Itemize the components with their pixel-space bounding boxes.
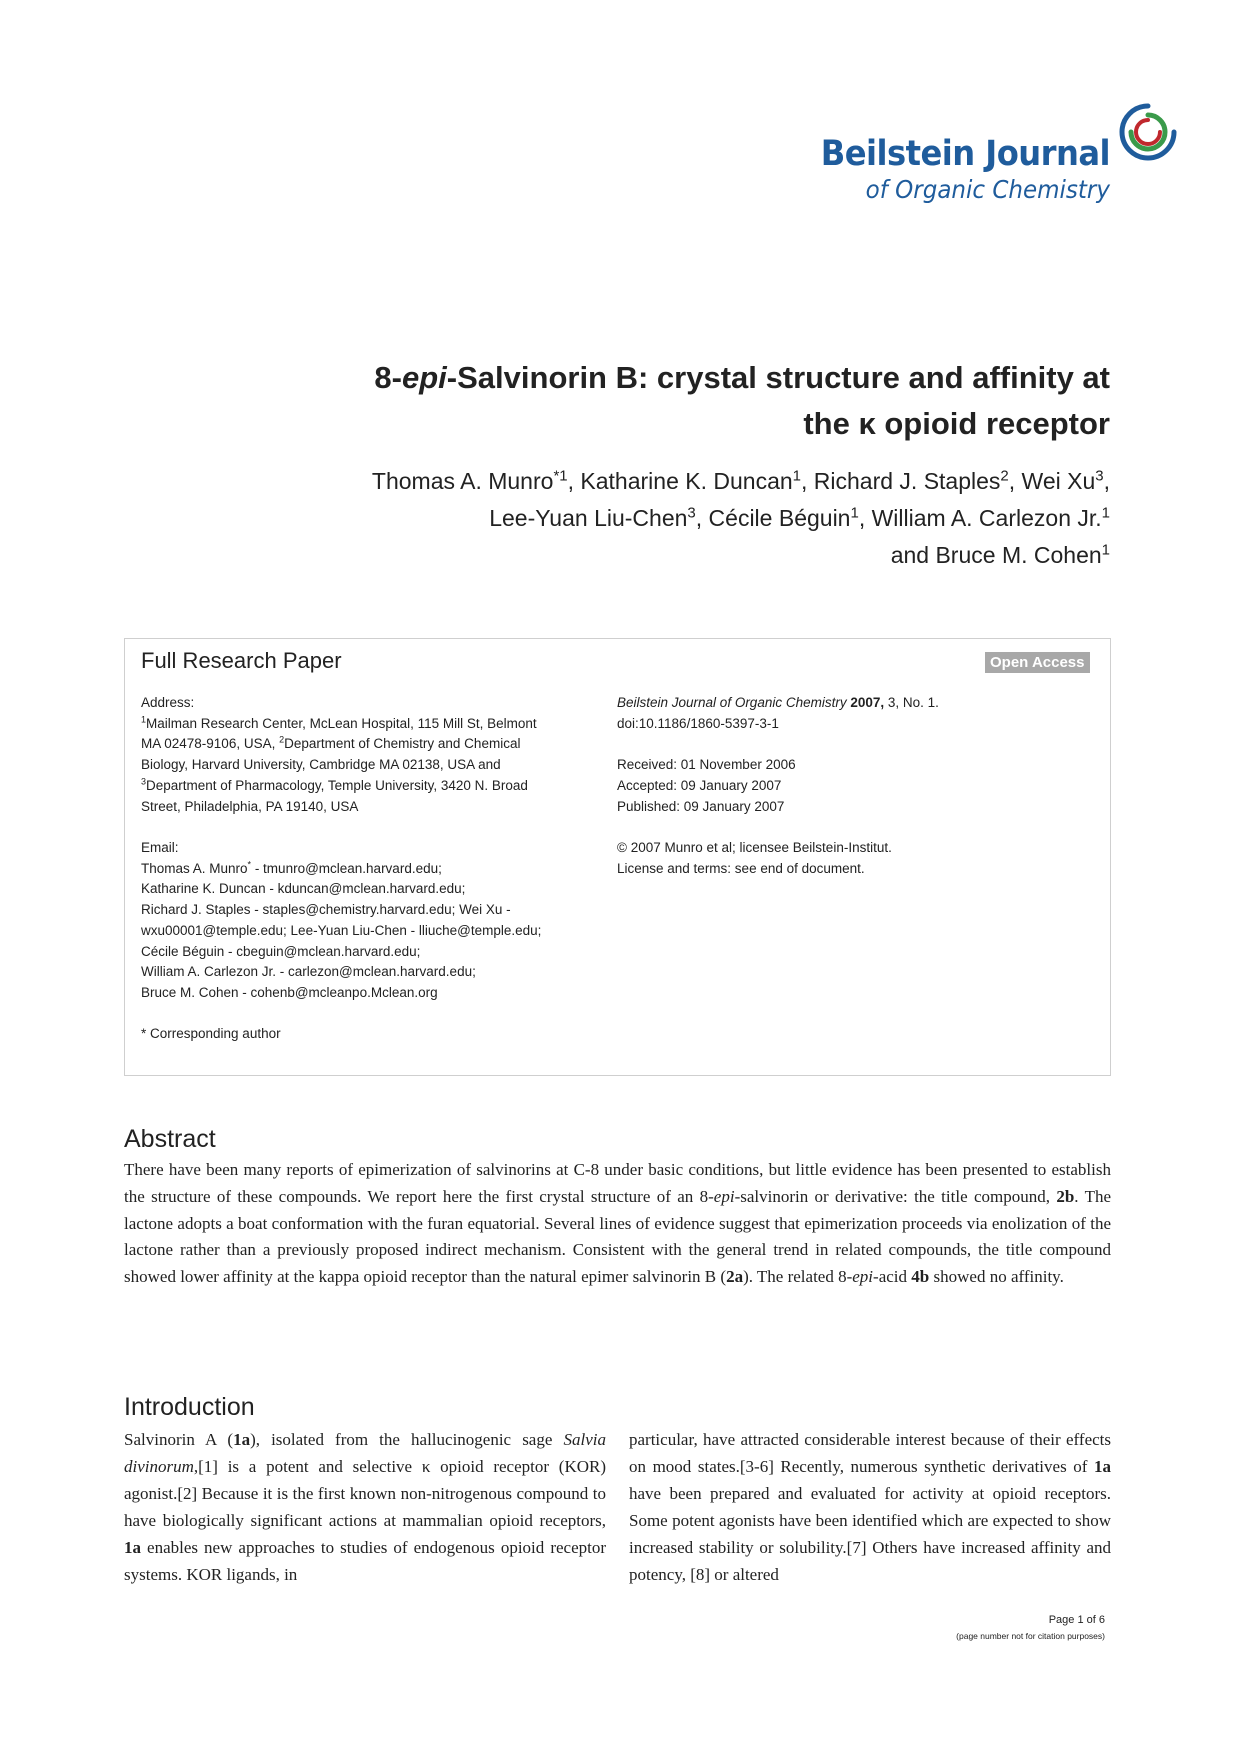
open-access-badge: Open Access [985,652,1090,673]
email-line: William A. Carlezon Jr. - carlezon@mclean.harvard.edu; [141,964,476,980]
email-line: Thomas A. Munro* - tmunro@mclean.harvard.edu; [141,859,442,876]
email-block [141,838,601,1004]
email-line: wxu00001@temple.edu; Lee-Yuan Liu-Chen - lliuche@temple.edu; [141,922,542,938]
journal-name-line1: Beilstein Journal [820,134,1110,174]
abstract-heading: Abstract [124,1125,216,1153]
address-line: Street, Philadelphia, PA 19140, USA [141,798,359,814]
author: Wei Xu$^3$, [1021,467,1110,494]
accepted-date: Accepted: 09 January 2007 [617,777,782,793]
published-date: Published: 09 January 2007 [617,798,785,814]
author: Richard J. Staples$^2$, [813,467,1022,494]
title-epi: epi [402,360,447,395]
license-line: License and terms: see end of document. [617,860,865,876]
address-block [141,693,591,817]
journal-title [760,134,1110,206]
journal-logo-icon [1116,100,1180,164]
journal-name-line2: of Organic Chemistry [865,175,1110,204]
address-line: Biology, Harvard University, Cambridge MA 02138, USA and [141,757,501,773]
email-label: Email: [141,840,179,855]
paper-type: Full Research Paper [141,648,342,673]
citation-line: Beilstein Journal of Organic Chemistry 2007, 3, No. 1. [617,695,939,710]
email-line: Cécile Béguin - cbeguin@mclean.harvard.edu; [141,943,421,959]
author: Thomas A. Munro$^{*1}$, [371,467,581,494]
address-line: $^3$Department of Pharmacology, Temple University, 3420 N. Broad [141,776,528,793]
citation-block [617,693,1087,879]
introduction-column-2: particular, have attracted considerable interest because of their effects on mood states.[3-6] Recently, numerous synthetic derivatives of 1a have been prepared and evaluated for activity at opioid receptors. Some potent agonists have been identified which are expected to show increased stability or solubility.[7] Others have increased affinity and potency, [8] or altered [629,1430,1111,1584]
author: Lee-Yuan Liu-Chen$^3$, [489,504,709,531]
title-prefix: 8- [374,360,402,395]
title-rest-line1: -Salvinorin B: crystal structure and affinity at [446,360,1110,395]
introduction-column-1: Salvinorin A (1a), isolated from the hallucinogenic sage Salvia divinorum,[1] is a potent and selective κ opioid receptor (KOR) agonist.[2] Because it is the first known non-nitrogenous compound to have biologically significant actions at mammalian opioid receptors, 1a enables new approaches to studies of endogenous opioid receptor systems. KOR ligands, in [124,1430,606,1584]
email-line: Bruce M. Cohen - cohenb@mcleanpo.Mclean.org [141,984,438,1000]
page-number-note: (page number not for citation purposes) [956,1631,1105,1641]
title-line2: the κ opioid receptor [803,406,1110,441]
author: and Bruce M. Cohen$^1$ [890,541,1110,568]
article-title [250,355,1110,447]
address-line: $^1$Mailman Research Center, McLean Hospital, 115 Mill St, Belmont [141,714,537,731]
doi: doi:10.1186/1860-5397-3-1 [617,715,779,731]
email-line: Richard J. Staples - staples@chemistry.harvard.edu; Wei Xu - [141,902,511,918]
introduction-heading: Introduction [124,1393,255,1421]
address-line: MA 02478-9106, USA, $^2$Department of Chemistry and Chemical [141,734,521,752]
page-number: Page 1 of 6 [1048,1614,1105,1626]
author: Cécile Béguin$^1$, [708,504,872,531]
email-line: Katharine K. Duncan - kduncan@mclean.harvard.edu; [141,881,466,897]
author: William A. Carlezon Jr.$^1$ [871,504,1110,531]
abstract-text: There have been many reports of epimerization of salvinorins at C-8 under basic conditions, but little evidence has been presented to establish the structure of these compounds. We report here the first crystal structure of an 8-epi-salvinorin or derivative: the title compound, 2b. The lactone adopts a boat conformation with the furan equatorial. Several lines of evidence suggest that epimerization proceeds via enolization of the lactone rather than a previously proposed indirect mechanism. Consistent with the general trend in related compounds, the title compound showed lower affinity at the kappa opioid receptor than the natural epimer salvinorin B (2a). The related 8-epi-acid 4b showed no affinity. [124,1160,1112,1287]
address-label: Address: [141,695,195,710]
license-line: © 2007 Munro et al; licensee Beilstein-Institut. [617,839,892,855]
author-list [200,463,1110,574]
received-date: Received: 01 November 2006 [617,757,796,773]
author: Katharine K. Duncan$^1$, [580,467,814,494]
corresponding-author-note: * Corresponding author [141,1026,281,1041]
